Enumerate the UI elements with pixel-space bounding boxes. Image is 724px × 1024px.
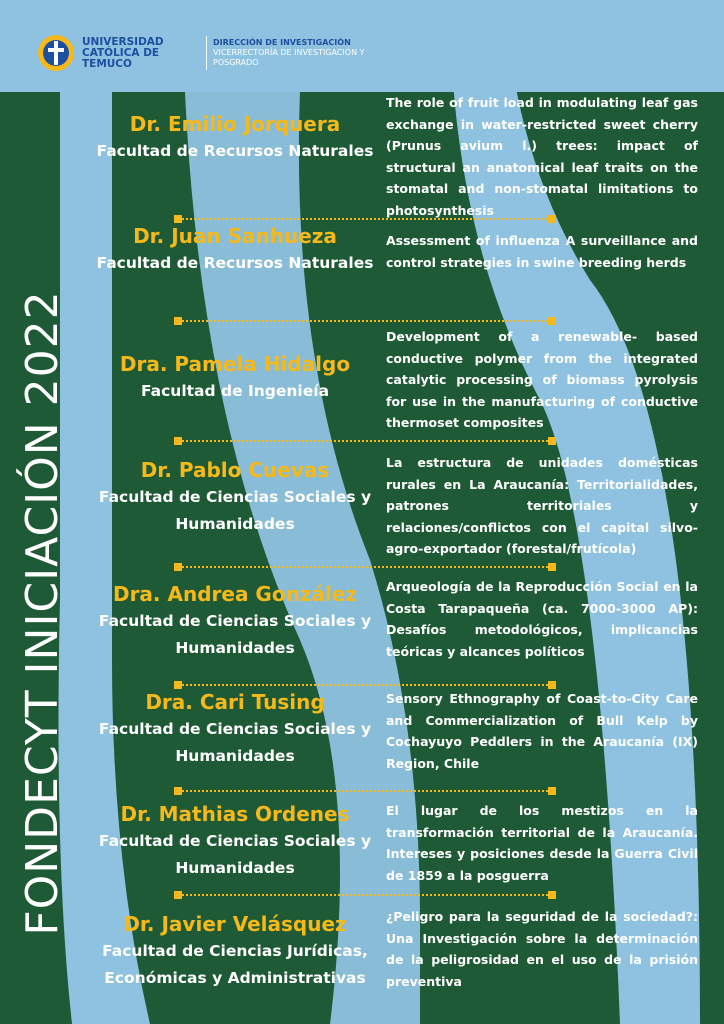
researcher-name: Dr. Mathias Ordenes [120, 802, 350, 826]
divider-endpoint [548, 787, 556, 795]
university-name: UNIVERSIDAD CATÓLICA DE TEMUCO [82, 35, 164, 70]
researcher-block [90, 800, 380, 882]
researcher-name: Dr. Pablo Cuevas [140, 458, 330, 482]
researcher-block [90, 110, 380, 165]
dotted-divider [178, 566, 552, 568]
vice-rectorate: VICERRECTORÍA DE INVESTIGACIÓN Y POSGRADO [213, 48, 365, 67]
researcher-faculty: Facultad de Ciencias Sociales y Humanidades [98, 720, 372, 765]
header-divider [206, 36, 207, 70]
researcher-faculty: Facultad de Recursos Naturales [96, 254, 374, 272]
divider-endpoint [548, 891, 556, 899]
direction-block [213, 38, 373, 68]
researcher-block [90, 688, 380, 770]
direction-title: DIRECCIÓN DE INVESTIGACIÓN [213, 38, 351, 47]
project-title: El lugar de los mestizos en la transformación territorial de la Araucanía. Intereses y posiciones desde la Guerra Civil de 1859 a la posguerra [386, 803, 698, 883]
entry [90, 92, 710, 218]
project-title: Sensory Ethnography of Coast-to-City Care and Commercialization of Bull Kelp by Cochayuyo Peddlers in the Araucanía (IX) Region, Chile [386, 691, 698, 771]
divider-endpoint [174, 891, 182, 899]
entry [90, 326, 710, 446]
entry [90, 798, 710, 918]
project-title: Development of a renewable- based conductive polymer from the integrated catalytic processing of biomass pyrolysis for use in the manufacturing of conductive thermoset composites [386, 329, 698, 430]
researcher-block [90, 910, 380, 992]
researcher-name: Dr. Emilio Jorquera [129, 112, 341, 136]
researcher-faculty: Facultad de Ciencias Sociales y Humanidades [98, 488, 372, 533]
researcher-faculty: Facultad de Ciencias Sociales y Humanidades [98, 612, 372, 657]
divider-endpoint [174, 563, 182, 571]
entry [90, 222, 710, 342]
vertical-title: FONDECYT INICIACIÓN 2022 [17, 290, 68, 936]
dotted-divider [178, 684, 552, 686]
university-logo-icon [36, 33, 76, 73]
entry [90, 576, 710, 696]
divider-endpoint [548, 437, 556, 445]
researcher-name: Dra. Andrea González [112, 582, 358, 606]
researcher-name: Dr. Javier Velásquez [123, 912, 347, 936]
divider-endpoint [174, 787, 182, 795]
divider-endpoint [174, 437, 182, 445]
dotted-divider [178, 894, 552, 896]
researcher-name: Dra. Pamela Hidalgo [119, 352, 351, 376]
project-title: The role of fruit load in modulating leaf gas exchange in water-restricted sweet cherry (Prunus avium l.) trees: impact of structural an anatomical leaf traits on the stomatal and non-stomatal limitations to photosynthesis [386, 95, 698, 218]
researcher-faculty: Facultad de Recursos Naturales [96, 142, 374, 160]
entry [90, 906, 710, 1024]
researcher-block [90, 456, 380, 538]
project-title: ¿Peligro para la seguridad de la sociedad?: Una Investigación sobre la determinación de la peligrosidad en el uso de la prisión preventiva [386, 909, 698, 989]
dotted-divider [178, 440, 552, 442]
researcher-block [90, 222, 380, 277]
divider-endpoint [548, 317, 556, 325]
divider-endpoint [174, 317, 182, 325]
project-title: Assessment of influenza A surveillance and control strategies in swine breeding herds [386, 233, 698, 270]
researcher-faculty: Facultad de Ciencias Sociales y Humanidades [98, 832, 372, 877]
entry [90, 452, 710, 572]
researcher-faculty: Facultad de Ciencias Jurídicas, Económicas y Administrativas [102, 942, 368, 987]
researcher-name: Dra. Cari Tusing [145, 690, 325, 714]
researcher-name: Dr. Juan Sanhueza [133, 224, 337, 248]
divider-endpoint [548, 563, 556, 571]
header [36, 28, 373, 78]
project-title: Arqueología de la Reproducción Social en la Costa Tarapaqueña (ca. 7000-3000 AP): Desafíos metodológicos, implicancias teóricas y alcances políticos [386, 579, 698, 659]
dotted-divider [178, 218, 552, 220]
researcher-block [90, 350, 380, 405]
researcher-faculty: Facultad de Ingenieía [140, 382, 330, 400]
dotted-divider [178, 790, 552, 792]
dotted-divider [178, 320, 552, 322]
researcher-block [90, 580, 380, 662]
project-title: La estructura de unidades domésticas rurales en La Araucanía: Territorialidades, patrones territoriales y relaciones/conflictos con el capital silvo-agro-exportador (forestal/frutícola) [386, 455, 698, 556]
